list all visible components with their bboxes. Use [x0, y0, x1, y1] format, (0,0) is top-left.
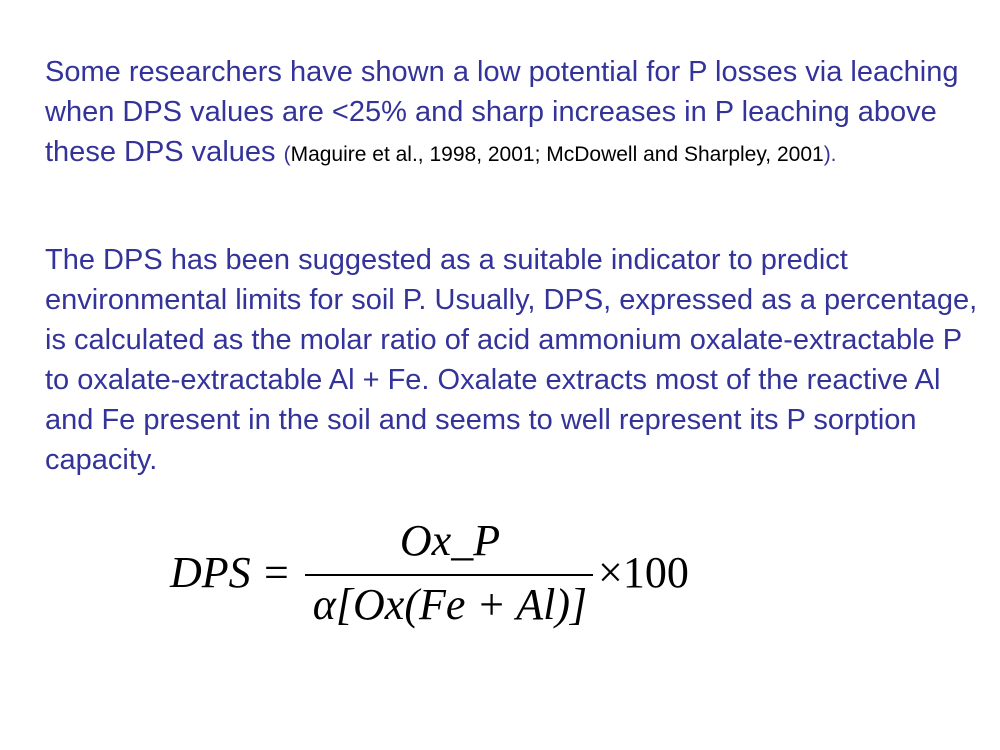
equation-denominator-open: [Ox(	[335, 580, 419, 629]
dps-equation	[170, 515, 730, 640]
equation-numerator: Ox_P	[399, 516, 501, 565]
equation-denominator-close: )]	[555, 580, 588, 629]
citation-close-paren: ).	[823, 143, 837, 166]
equation-denominator-inner: Fe + Al	[419, 580, 556, 629]
equation-fraction-bar	[305, 574, 593, 576]
paragraph-leaching	[45, 52, 985, 175]
paragraph-dps-definition-text: The DPS has been suggested as a suitable indicator to predict environmental limits for soil P. Usually, DPS, expressed as a percentage, is calculated as the molar ratio of acid ammonium oxalate-extractable P to oxalate-extractable Al + Fe. Oxalate extracts most of the reactive Al and Fe present in the soil and seems to well represent its P sorption capacity.	[45, 244, 978, 476]
equation-alpha: α	[312, 580, 336, 629]
equation-lhs: DPS	[170, 548, 251, 597]
citation-open-paren: (	[283, 143, 291, 166]
equation-denominator	[305, 579, 595, 630]
equation-multiplier: ×100	[598, 548, 689, 597]
equation-equals-sign: =	[264, 548, 289, 597]
paragraph-dps-definition	[45, 240, 985, 480]
paragraph-leaching-text: Some researchers have shown a low potential for P losses via leaching when DPS values are <25% and sharp increases in P leaching above these DPS values	[45, 56, 959, 168]
citation-text: Maguire et al., 1998, 2001; McDowell and Sharpley, 2001	[290, 143, 824, 166]
